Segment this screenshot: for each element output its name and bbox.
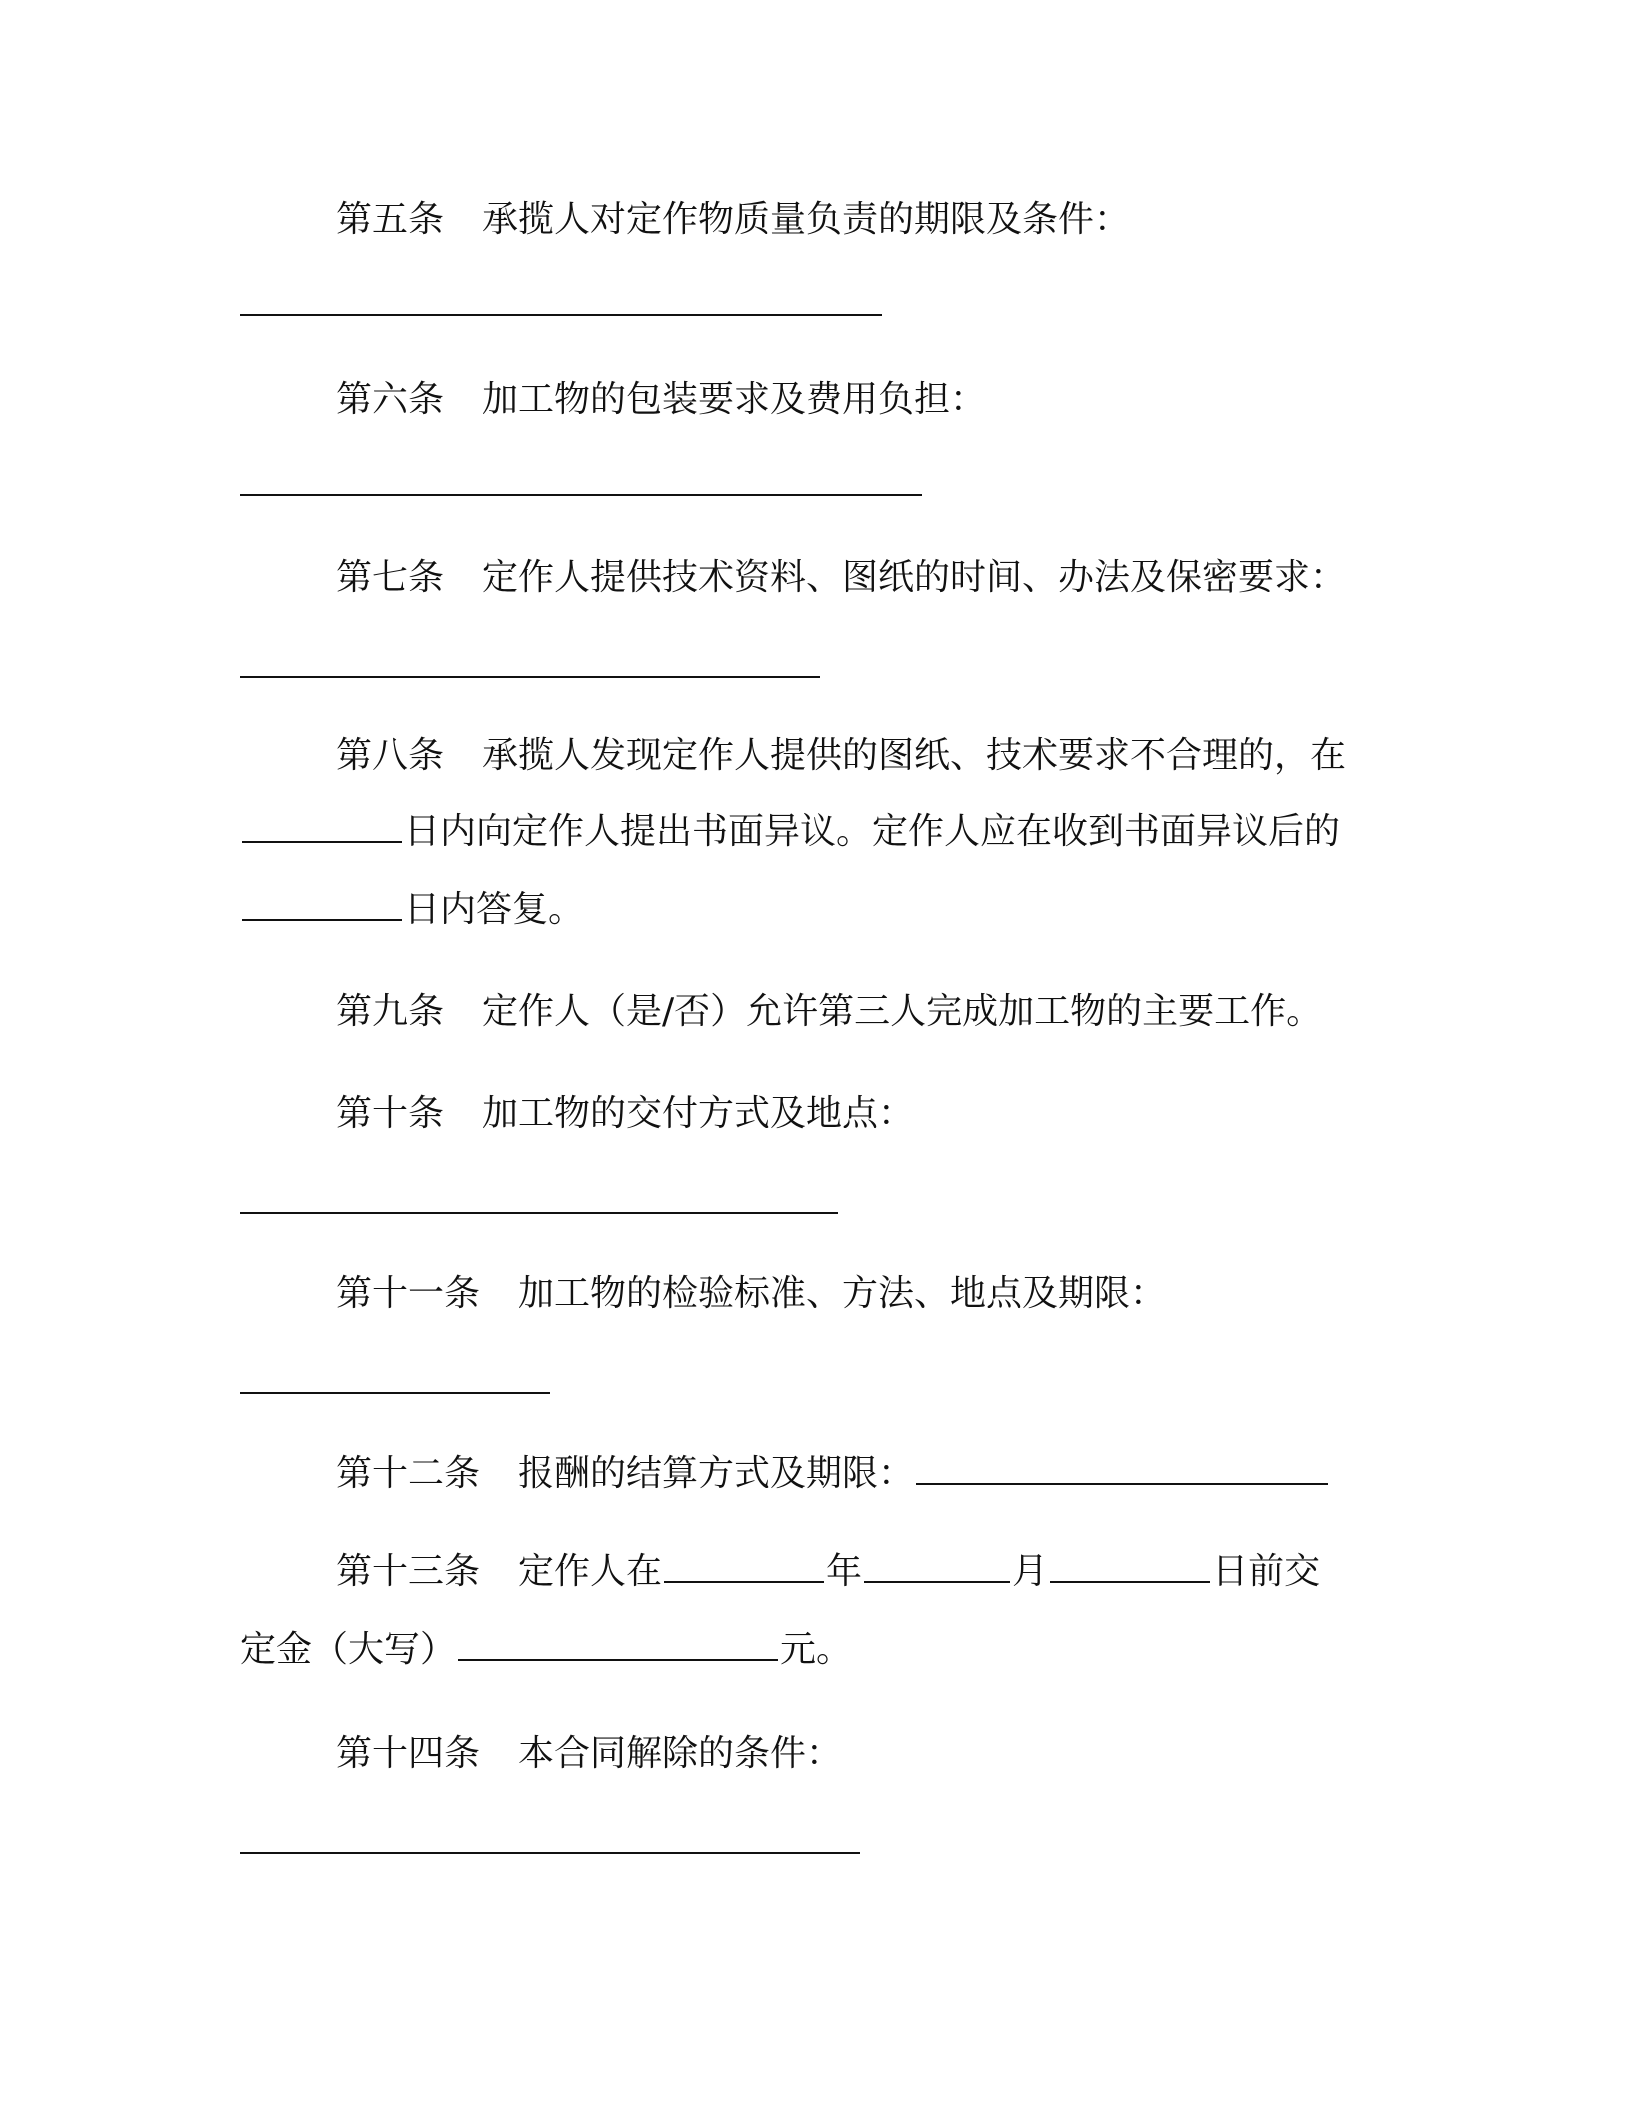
article-13-line-2 — [240, 1626, 852, 1674]
article-14 — [336, 1730, 842, 1778]
article-text: 元。 — [780, 1629, 853, 1670]
article-number: 第六条 — [336, 379, 445, 420]
article-text: 定作人提供技术资料、图纸的时间、办法及保密要求： — [482, 557, 1347, 598]
fill-in-blank[interactable] — [458, 1655, 778, 1661]
article-text: 承揽人对定作物质量负责的期限及条件： — [482, 199, 1131, 240]
fill-in-blank[interactable] — [864, 1577, 1010, 1583]
fill-in-blank-line[interactable] — [240, 314, 882, 316]
article-text: 加工物的检验标准、方法、地点及期限： — [518, 1273, 1167, 1314]
fill-in-blank-line[interactable] — [240, 494, 922, 496]
article-text: 日内向定作人提出书面异议。定作人应在收到书面异议后的 — [404, 811, 1341, 852]
fill-in-blank[interactable] — [916, 1479, 1328, 1485]
article-10 — [336, 1090, 914, 1138]
fill-in-blank-line[interactable] — [240, 1212, 838, 1214]
year-label: 年 — [826, 1551, 863, 1592]
article-8 — [336, 732, 1346, 780]
fill-in-blank[interactable] — [242, 837, 402, 843]
article-text: 日内答复。 — [404, 889, 585, 930]
article-12 — [336, 1450, 1330, 1498]
fill-in-blank[interactable] — [242, 915, 402, 921]
article-13 — [336, 1548, 1320, 1596]
article-9 — [336, 988, 1322, 1036]
article-number: 第十四条 — [336, 1733, 481, 1774]
month-label: 月 — [1012, 1551, 1049, 1592]
article-text: 承揽人发现定作人提供的图纸、技术要求不合理的，在 — [482, 735, 1347, 776]
fill-in-blank-line[interactable] — [240, 1392, 550, 1394]
article-text: 报酬的结算方式及期限： — [518, 1453, 915, 1494]
article-text: 加工物的交付方式及地点： — [482, 1093, 915, 1134]
article-text: 定作人在 — [518, 1551, 663, 1592]
fill-in-blank[interactable] — [664, 1577, 824, 1583]
fill-in-blank[interactable] — [1050, 1577, 1210, 1583]
article-text: 定作人（是/否）允许第三人完成加工物的主要工作。 — [482, 991, 1323, 1032]
day-label: 日前交 — [1212, 1551, 1321, 1592]
article-11 — [336, 1270, 1166, 1318]
article-7 — [336, 554, 1346, 602]
fill-in-blank-line[interactable] — [240, 1852, 860, 1854]
article-6 — [336, 376, 986, 424]
article-8-line-3 — [240, 886, 584, 934]
article-number: 第九条 — [336, 991, 445, 1032]
article-8-line-2 — [240, 808, 1340, 856]
article-number: 第十条 — [336, 1093, 445, 1134]
article-number: 第八条 — [336, 735, 445, 776]
article-text: 本合同解除的条件： — [518, 1733, 843, 1774]
article-number: 第十一条 — [336, 1273, 481, 1314]
article-number: 第七条 — [336, 557, 445, 598]
article-number: 第十三条 — [336, 1551, 481, 1592]
article-number: 第十二条 — [336, 1453, 481, 1494]
fill-in-blank-line[interactable] — [240, 676, 820, 678]
article-text: 定金（大写） — [240, 1629, 457, 1670]
article-text: 加工物的包装要求及费用负担： — [482, 379, 987, 420]
article-number: 第五条 — [336, 199, 445, 240]
article-5 — [336, 196, 1130, 244]
